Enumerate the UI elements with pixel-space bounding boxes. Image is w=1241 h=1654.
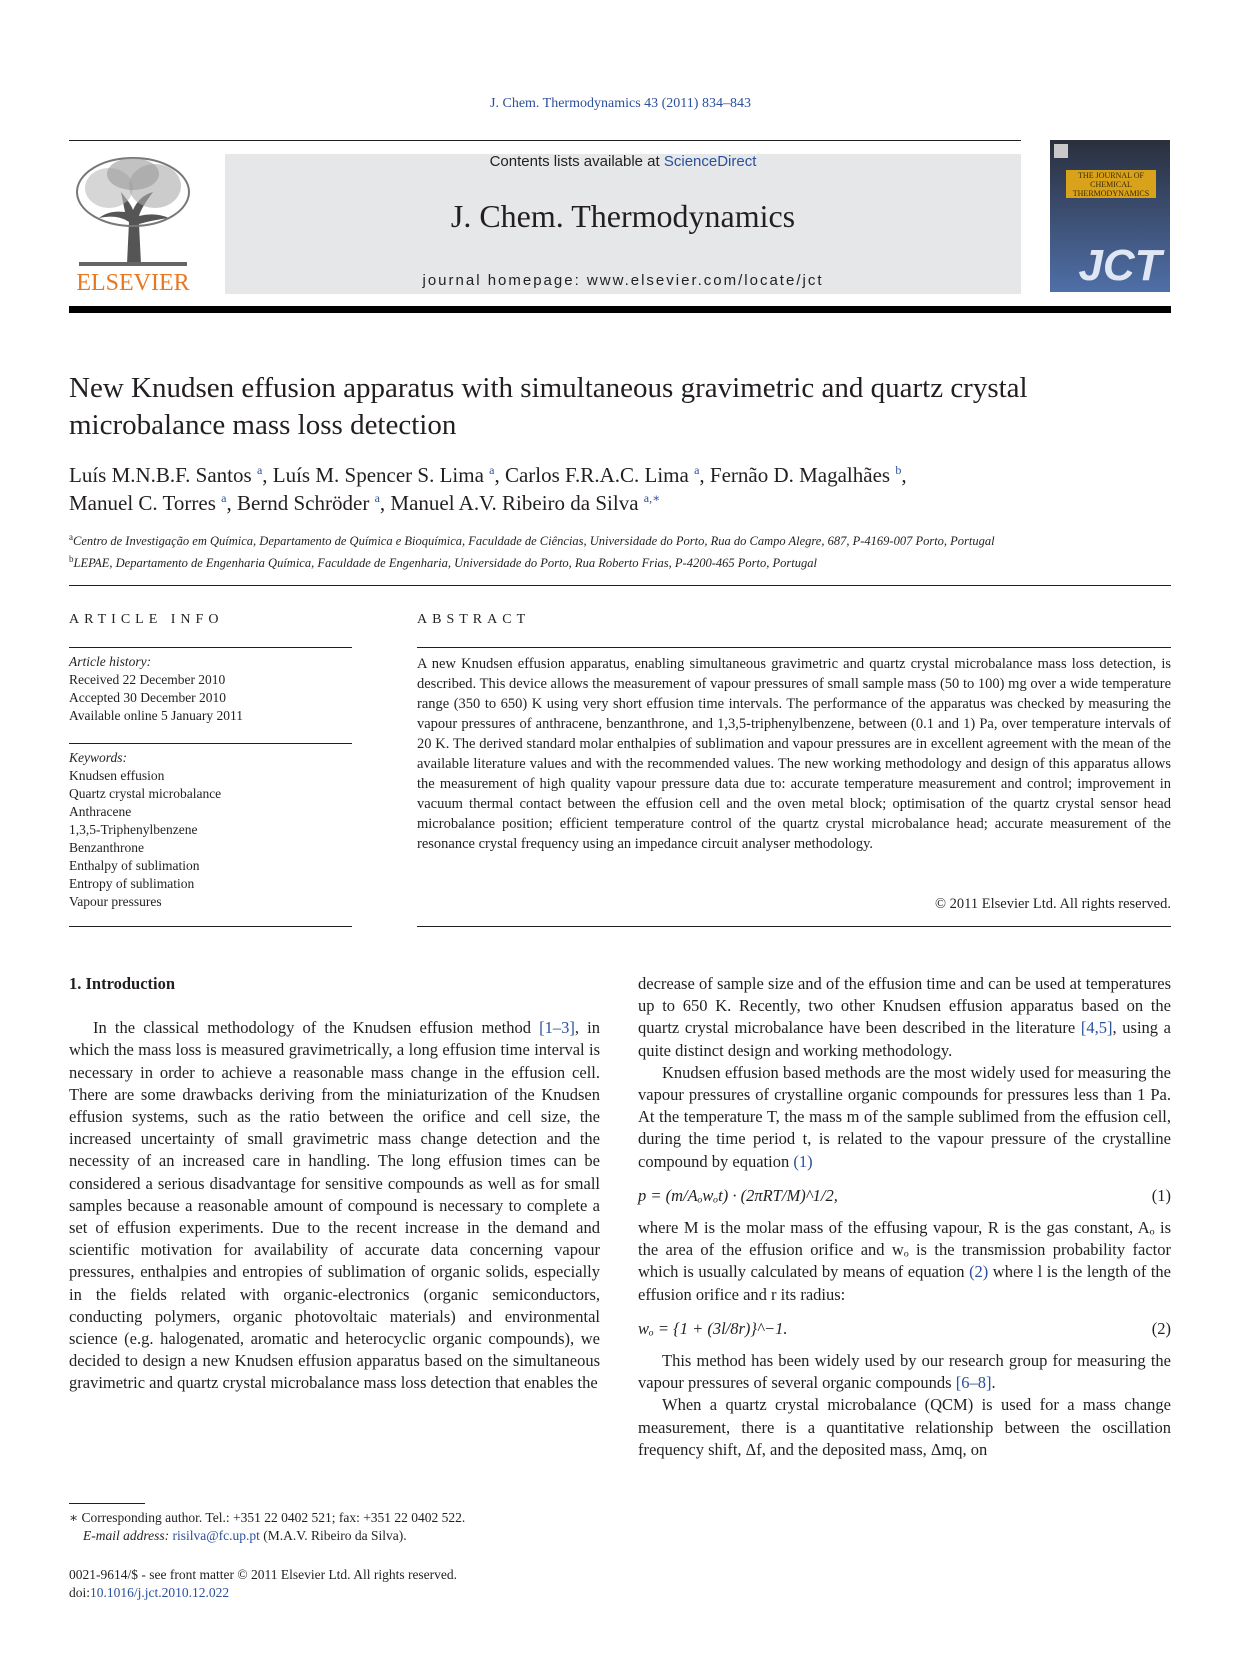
equation-2 bbox=[638, 1318, 1171, 1340]
divider bbox=[69, 743, 352, 744]
paragraph: decrease of sample size and of the effusion time and can be used at temperatures up to 650 K. Recently, two other Knudsen effusion apparatus based on the quartz crystal microbalance have been described in the literature [4,5], using a quite distinct design and working methodology. bbox=[638, 974, 1171, 1060]
article-title: New Knudsen effusion apparatus with simultaneous gravimetric and quartz crystal microbalance mass loss detection bbox=[69, 372, 1028, 441]
elsevier-wordmark: ELSEVIER bbox=[76, 270, 190, 294]
author: Bernd Schröder $^a$, bbox=[236, 491, 391, 515]
author: Luís M.N.B.F. Santos $^a$, bbox=[69, 463, 273, 487]
keyword: Vapour pressures bbox=[69, 894, 162, 909]
divider bbox=[69, 647, 352, 648]
abstract-copyright: © 2011 Elsevier Ltd. All rights reserved. bbox=[935, 896, 1171, 912]
cover-title: THE JOURNAL OF CHEMICAL THERMODYNAMICS bbox=[1072, 171, 1150, 198]
corresponding-author-footnote bbox=[69, 1509, 609, 1545]
divider bbox=[69, 926, 352, 927]
header-rule bbox=[69, 140, 1021, 141]
history-item: Received 22 December 2010 bbox=[69, 672, 226, 687]
sciencedirect-link[interactable]: ScienceDirect bbox=[663, 153, 757, 170]
author: Fernão D. Magalhães $^b$, bbox=[709, 463, 907, 487]
email-line: E-mail address: risilva@fc.up.pt (M.A.V. Ribeiro da Silva). bbox=[83, 1528, 407, 1543]
keywords-label: Keywords: bbox=[69, 750, 127, 765]
citation-link[interactable]: [1–3] bbox=[539, 1018, 575, 1038]
history-item: Available online 5 January 2011 bbox=[69, 708, 243, 723]
front-matter bbox=[69, 1566, 609, 1602]
contents-availability bbox=[225, 153, 1021, 170]
doi-line: doi:10.1016/j.jct.2010.12.022 bbox=[69, 1585, 230, 1600]
article-info-heading: ARTICLE INFO bbox=[69, 612, 224, 627]
equation-1 bbox=[638, 1185, 1171, 1207]
email-link[interactable]: risilva@fc.up.pt bbox=[172, 1528, 260, 1543]
doi-link[interactable]: 10.1016/j.jct.2010.12.022 bbox=[90, 1585, 230, 1600]
keyword: Benzanthrone bbox=[69, 840, 144, 855]
affiliation: $^a$Centro de Investigação em Química, Departamento de Química e Bioquímica, Faculdade de Ciências, Universidade do Porto, Rua do Campo Alegre, 687, P-4169-007 Porto, Portugal bbox=[69, 532, 995, 549]
author-list bbox=[69, 461, 1169, 517]
history-item: Accepted 30 December 2010 bbox=[69, 690, 227, 705]
author: Manuel A.V. Ribeiro da Silva $^{a,∗}$ bbox=[390, 491, 661, 515]
affiliation: $^b$LEPAE, Departamento de Engenharia Química, Faculdade de Engenharia, Universidade do Porto, Rua Roberto Frias, P-4200-465 Porto, Portugal bbox=[69, 554, 817, 571]
journal-cover bbox=[1050, 140, 1170, 292]
corresponding-author: ∗ Corresponding author. Tel.: +351 22 0402 521; fax: +351 22 0402 522. bbox=[69, 1510, 466, 1525]
body-column-right bbox=[638, 973, 1171, 1461]
elsevier-logo bbox=[69, 152, 197, 294]
citation-link[interactable]: [4,5] bbox=[1080, 1018, 1113, 1038]
keyword: Enthalpy of sublimation bbox=[69, 858, 200, 873]
keyword: Quartz crystal microbalance bbox=[69, 786, 222, 801]
keywords bbox=[69, 749, 352, 911]
elsevier-tree-icon bbox=[69, 152, 197, 294]
contents-prefix: Contents lists available at bbox=[489, 153, 664, 170]
equation: wₒ = {1 + (3l/8r)}^−1. bbox=[638, 1318, 788, 1338]
header-thick-rule bbox=[69, 306, 1171, 313]
history-label: Article history: bbox=[69, 654, 152, 669]
affiliations bbox=[69, 528, 1179, 572]
article-history bbox=[69, 653, 352, 725]
keyword: Entropy of sublimation bbox=[69, 876, 195, 891]
issn-line: 0021-9614/$ - see front matter © 2011 Elsevier Ltd. All rights reserved. bbox=[69, 1567, 458, 1582]
equation-number: (1) bbox=[1151, 1185, 1171, 1205]
paragraph: When a quartz crystal microbalance (QCM) is used for a mass change measurement, there is a quantitative relationship between the oscillation frequency shift, Δf, and the deposited mass, Δmq, on bbox=[638, 1395, 1171, 1459]
paragraph: where M is the molar mass of the effusing vapour, R is the gas constant, Aₒ is the area of the effusion orifice and wₒ is the transmission probability factor which is usually calculated by means of equation (2) where l is the length of the effusion orifice and r its radius: bbox=[638, 1218, 1171, 1304]
keyword: Knudsen effusion bbox=[69, 768, 165, 783]
equation-link[interactable]: (1) bbox=[793, 1151, 813, 1171]
keyword: 1,3,5-Triphenylbenzene bbox=[69, 822, 198, 837]
paragraph: Knudsen effusion based methods are the most widely used for measuring the vapour pressures of crystalline organic compounds for pressures less than 1 Pa. At the temperature T, the mass m of the sample sublimed from the effusion cell, during the time period t, is related to the vapour pressure of the crystalline compound by equation (1) bbox=[638, 1062, 1171, 1171]
author: Carlos F.R.A.C. Lima $^a$, bbox=[504, 463, 710, 487]
equation-link[interactable]: (2) bbox=[969, 1262, 989, 1282]
keyword: Anthracene bbox=[69, 804, 132, 819]
paragraph: This method has been widely used by our research group for measuring the vapour pressures of several organic compounds [6–8]. bbox=[638, 1351, 1171, 1393]
abstract-heading: ABSTRACT bbox=[417, 612, 531, 627]
section-heading: 1. Introduction bbox=[69, 974, 176, 993]
journal-name: J. Chem. Thermodynamics bbox=[450, 198, 796, 234]
journal-homepage[interactable]: journal homepage: www.elsevier.com/locate/jct bbox=[422, 272, 824, 289]
equation-number: (2) bbox=[1151, 1318, 1171, 1338]
journal-citation: J. Chem. Thermodynamics 43 (2011) 834–843 bbox=[490, 96, 751, 111]
footnote-rule bbox=[69, 1503, 145, 1504]
divider bbox=[417, 647, 1171, 648]
cover-jct-logo: JCT bbox=[1078, 241, 1162, 290]
citation-link[interactable]: [6–8] bbox=[955, 1373, 992, 1393]
divider bbox=[417, 926, 1171, 927]
body-column-left bbox=[69, 973, 600, 1395]
paragraph: In the classical methodology of the Knudsen effusion method [1–3], in which the mass loss is measured gravimetrically, a long effusion time interval is necessary in order to achieve a reasonable mass change in the effusion cell. There are some drawbacks deriving from the miniaturization of the Knudsen effusion systems, such as the ratio between the orifice and cell size, the increased uncertainty of small gravimetric mass change detection and the necessity of an increased care in handling. The long effusion times can be considered a serious disadvantage for sensitive compounds as well as for small samples because a reasonable amount of compound is necessary to complete a set of effusion experiments. Due to the recent increase in the demand and scientific motivation for availability of accurate data concerning vapour pressures, enthalpies and entropies of sublimation of organic solids, especially in the fields related with organic-electronics (organic semiconductors, conducting polymers, organic photovoltaic materials) and environmental science (e.g. halogenated, aromatic and heterocyclic organic compounds), we decided to design a new Knudsen effusion apparatus based on the simultaneous gravimetric and quartz crystal microbalance mass loss detection that enables the bbox=[69, 1018, 600, 1393]
author: Luís M. Spencer S. Lima $^a$, bbox=[272, 463, 505, 487]
equation: p = (m/Aₒwₒt) · (2πRT/M)^1/2, bbox=[638, 1185, 838, 1205]
abstract-text: A new Knudsen effusion apparatus, enabling simultaneous gravimetric and quartz crystal microbalance mass loss detection, is described. This device allows the measurement of vapour pressures of small sample mass (50 to 100) mg over a wide temperature range (350 to 650) K using very short effusion time intervals. The performance of the apparatus was checked by measuring the vapour pressures of anthracene, benzanthrone, and 1,3,5-triphenylbenzene, between (0.1 and 1) Pa, over temperature intervals of 20 K. The derived standard molar enthalpies of sublimation and vapour pressures are in excellent agreement with the mean of the available literature values and with the recommended values. The new working methodology and design of this apparatus allows the measurement of high quality vapour pressure data due to: accurate temperature measurement and control; improvement in vacuum thermal contact between the effusion cell and the oven metal block; optimisation of the quartz crystal sensor head microbalance position; efficient temperature control of the quartz crystal microbalance head; accurate measurement of the resonance crystal frequency using an impedance circuit analyser methodology. bbox=[417, 656, 1171, 852]
author: Manuel C. Torres $^a$, bbox=[69, 491, 237, 515]
divider bbox=[69, 585, 1171, 586]
